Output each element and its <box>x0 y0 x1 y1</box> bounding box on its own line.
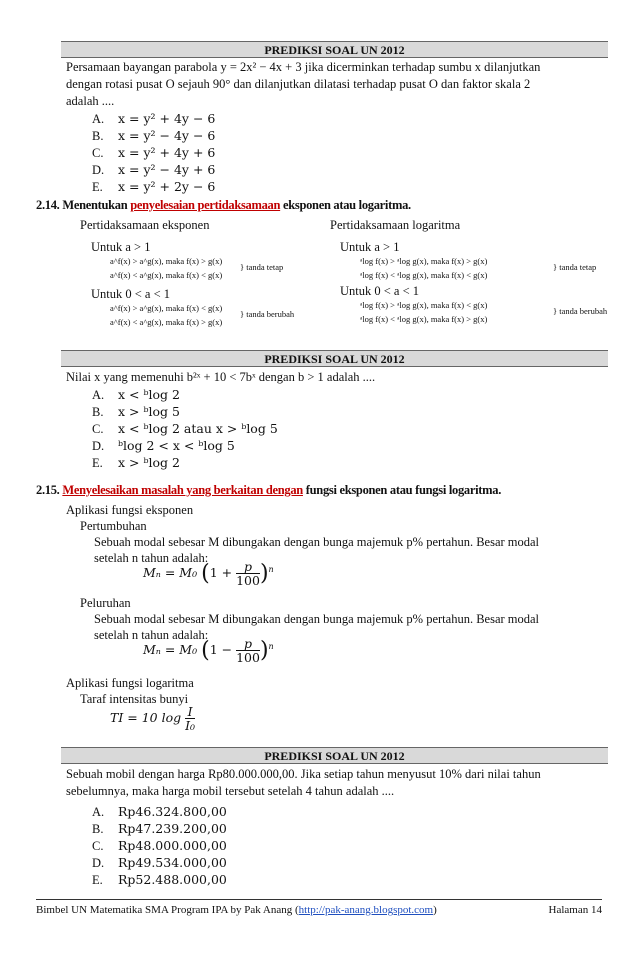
option-label: C. <box>92 422 104 436</box>
right-case1-tag: } tanda tetap <box>553 262 597 272</box>
left-case1-tag: } tanda tetap <box>240 262 284 272</box>
formula-exponent: n <box>268 641 274 651</box>
option-label: A. <box>92 388 105 402</box>
header-label: PREDIKSI SOAL UN 2012 <box>264 352 405 366</box>
section-2-15-title <box>36 483 501 498</box>
option-label: E. <box>92 456 103 470</box>
paren-close: ) <box>259 638 269 663</box>
answer-option <box>92 855 227 871</box>
section-text-pre: Menentukan <box>62 198 131 212</box>
answer-option <box>92 162 215 178</box>
fraction-numerator: p <box>236 637 260 651</box>
option-label: D. <box>92 856 105 870</box>
section-header-2 <box>61 350 608 367</box>
ti-fraction <box>185 705 195 732</box>
option-label: A. <box>92 805 105 819</box>
right-case1-title: Untuk a > 1 <box>340 240 400 254</box>
section-number: 2.14. <box>36 198 60 212</box>
fraction-numerator: I <box>185 705 195 719</box>
ti-formula <box>110 705 195 732</box>
right-case1-line2: ᵃlog f(x) < ᵃlog g(x), maka f(x) < g(x) <box>360 270 488 280</box>
answer-option <box>92 179 215 195</box>
right-column-title: Pertidaksamaan logaritma <box>330 218 461 232</box>
q1-line3: adalah .... <box>66 94 115 108</box>
page-footer <box>36 899 602 916</box>
formula-lhs: Mₙ = M₀ <box>143 642 198 657</box>
fraction-denominator: I₀ <box>185 718 196 733</box>
section-text-post: fungsi eksponen atau fungsi logaritma. <box>302 483 502 497</box>
option-text: Rp46.324.800,00 <box>118 804 227 819</box>
formula-plus: 1 + <box>209 565 233 580</box>
answer-option <box>92 838 227 854</box>
left-column-title: Pertidaksamaan eksponen <box>80 218 210 232</box>
option-text: x = y² − 4y + 6 <box>118 162 216 177</box>
right-case2-line1: ᵃlog f(x) > ᵃlog g(x), maka f(x) < g(x) <box>360 300 488 310</box>
left-case2-title: Untuk 0 < a < 1 <box>91 287 171 301</box>
option-text: ᵇlog 2 < x < ᵇlog 5 <box>118 438 235 453</box>
paren-open: ( <box>201 561 210 586</box>
decay-title: Peluruhan <box>80 596 131 610</box>
option-text: Rp48.000.000,00 <box>118 838 227 853</box>
fraction-denominator: 100 <box>236 650 260 665</box>
left-case1-title: Untuk a > 1 <box>91 240 151 254</box>
option-label: B. <box>92 822 104 836</box>
answer-option <box>92 438 235 454</box>
tag-label: tanda berubah <box>246 309 295 319</box>
option-label: D. <box>92 163 105 177</box>
footer-link[interactable]: http://pak-anang.blogspot.com <box>298 904 434 916</box>
option-text: x = y² + 2y − 6 <box>118 179 216 194</box>
option-label: A. <box>92 112 105 126</box>
option-label: E. <box>92 180 103 194</box>
footer-text-post: ) <box>433 904 437 916</box>
option-text: Rp47.239.200,00 <box>118 821 227 836</box>
paren-close: ) <box>259 561 269 586</box>
answer-option <box>92 455 180 471</box>
growth-text2: setelah n tahun adalah: <box>94 551 209 565</box>
option-text: Rp52.488.000,00 <box>118 872 227 887</box>
tag-label: tanda tetap <box>246 262 284 272</box>
formula-lhs: Mₙ = M₀ <box>143 565 198 580</box>
answer-option <box>92 804 227 820</box>
right-case2-tag: } tanda berubah <box>553 306 608 316</box>
section-header-3 <box>61 747 608 764</box>
section-number: 2.15. <box>36 483 60 497</box>
decay-text1: Sebuah modal sebesar M dibungakan dengan bunga majemuk p% pertahun. Besar modal <box>94 612 540 626</box>
app-exp-title: Aplikasi fungsi eksponen <box>66 503 194 517</box>
answer-option <box>92 387 180 403</box>
option-label: E. <box>92 873 103 887</box>
page-number: Halaman 14 <box>548 904 602 916</box>
section-text-post: eksponen atau logaritma. <box>280 198 411 212</box>
growth-formula <box>143 560 274 587</box>
option-text: x > ᵇlog 5 <box>118 404 180 419</box>
answer-option <box>92 872 227 888</box>
option-label: C. <box>92 146 104 160</box>
answer-option <box>92 111 215 127</box>
option-label: C. <box>92 839 104 853</box>
option-text: Rp49.534.000,00 <box>118 855 227 870</box>
q3-line2: sebelumnya, maka harga mobil tersebut setelah 4 tahun adalah .... <box>66 784 395 798</box>
option-text: x = y² + 4y + 6 <box>118 145 216 160</box>
formula-exponent: n <box>268 564 274 574</box>
formula-minus: 1 − <box>209 642 233 657</box>
section-2-14-title <box>36 198 411 213</box>
option-label: B. <box>92 129 104 143</box>
section-header-1 <box>61 41 608 58</box>
footer-text-pre: Bimbel UN Matematika SMA Program IPA by Pak Anang ( <box>36 904 299 916</box>
fraction-numerator: p <box>236 560 260 574</box>
answer-option <box>92 128 215 144</box>
fraction-denominator: 100 <box>236 573 260 588</box>
answer-option <box>92 421 278 437</box>
option-text: x < ᵇlog 2 <box>118 387 180 402</box>
q3-line1: Sebuah mobil dengan harga Rp80.000.000,00. Jika setiap tahun menyusut 10% dari nilai tahun <box>66 767 541 781</box>
header-label: PREDIKSI SOAL UN 2012 <box>264 43 405 57</box>
ti-lhs: TI = 10 log <box>110 710 182 725</box>
section-text-red: Menyelesaikan masalah yang berkaitan dengan <box>62 483 303 497</box>
tag-label: tanda tetap <box>559 262 597 272</box>
growth-text1: Sebuah modal sebesar M dibungakan dengan bunga majemuk p% pertahun. Besar modal <box>94 535 540 549</box>
option-label: B. <box>92 405 104 419</box>
answer-option <box>92 404 180 420</box>
q1-line1: Persamaan bayangan parabola y = 2x² − 4x + 3 jika dicerminkan terhadap sumbu x dilanjutkan <box>66 60 541 74</box>
formula-fraction <box>236 560 260 587</box>
paren-open: ( <box>201 638 210 663</box>
left-case2-line1: a^f(x) > a^g(x), maka f(x) < g(x) <box>110 303 223 313</box>
sound-title: Taraf intensitas bunyi <box>80 692 189 706</box>
left-case2-tag: } tanda berubah <box>240 309 295 319</box>
formula-fraction <box>236 637 260 664</box>
decay-text2: setelah n tahun adalah: <box>94 628 209 642</box>
section-text-red: penyelesaian pertidaksamaan <box>130 198 281 212</box>
left-case1-line2: a^f(x) < a^g(x), maka f(x) < g(x) <box>110 270 223 280</box>
header-label: PREDIKSI SOAL UN 2012 <box>264 749 405 763</box>
option-text: x = y² − 4y − 6 <box>118 128 216 143</box>
right-case2-title: Untuk 0 < a < 1 <box>340 284 420 298</box>
q1-line2: dengan rotasi pusat O sejauh 90° dan dilanjutkan dilatasi terhadap pusat O dan faktor skala 2 <box>66 77 531 91</box>
decay-formula <box>143 637 274 664</box>
left-case2-line2: a^f(x) < a^g(x), maka f(x) > g(x) <box>110 317 223 327</box>
option-text: x > ᵇlog 2 <box>118 455 180 470</box>
right-case1-line1: ᵃlog f(x) > ᵃlog g(x), maka f(x) > g(x) <box>360 256 488 266</box>
app-log-title: Aplikasi fungsi logaritma <box>66 676 194 690</box>
option-text: x = y² + 4y − 6 <box>118 111 216 126</box>
option-text: x < ᵇlog 2 atau x > ᵇlog 5 <box>118 421 278 436</box>
answer-option <box>92 821 227 837</box>
left-case1-line1: a^f(x) > a^g(x), maka f(x) > g(x) <box>110 256 223 266</box>
option-label: D. <box>92 439 105 453</box>
q2-stem: Nilai x yang memenuhi b²ˣ + 10 < 7bˣ dengan b > 1 adalah .... <box>66 370 376 384</box>
growth-title: Pertumbuhan <box>80 519 147 533</box>
answer-option <box>92 145 215 161</box>
right-case2-line2: ᵃlog f(x) < ᵃlog g(x), maka f(x) > g(x) <box>360 314 488 324</box>
tag-label: tanda berubah <box>559 306 608 316</box>
